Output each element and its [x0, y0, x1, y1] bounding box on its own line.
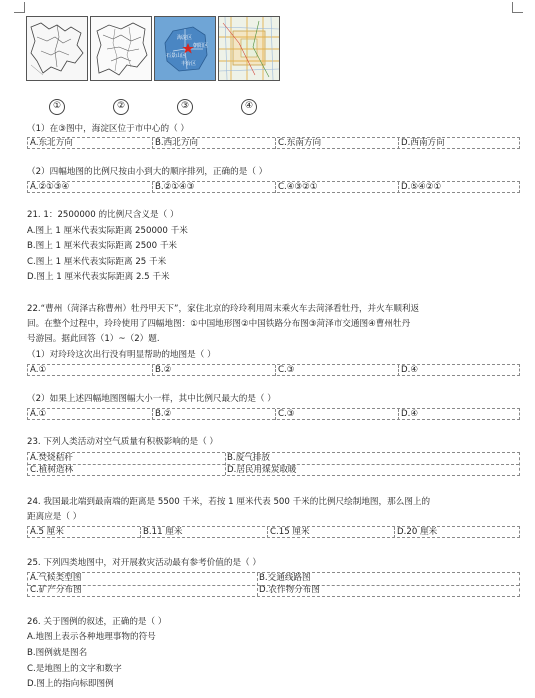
choice-b[interactable]: B.图例就是图名 — [27, 648, 88, 658]
choice-b[interactable]: B.图上 1 厘米代表实际距离 2500 千米 — [27, 241, 178, 251]
options-row — [27, 137, 520, 149]
map-number-2: ② — [113, 99, 129, 115]
question-23-stem: 23. 下列人类活动对空气质量有积极影响的是（ ） — [27, 437, 219, 447]
option-d[interactable]: D.④ — [398, 409, 520, 420]
option-d[interactable]: D.居民用煤炭取暖 — [227, 465, 297, 475]
question-24-stem-line: 距离应是（ ） — [27, 512, 82, 522]
option-b[interactable]: B.11 厘米 — [140, 527, 267, 538]
question-22-stem-line: 号游园。据此回答（1）~（2）题. — [27, 334, 160, 344]
map-3-label-fengtai: 丰台区 — [181, 61, 197, 67]
choice-c[interactable]: C.图上 1 厘米代表实际距离 25 千米 — [27, 257, 167, 267]
option-c[interactable]: C.③ — [275, 365, 398, 376]
question-text: （2）四幅地图的比例尺按由小到大的顺序排列，正确的是（ ） — [27, 167, 268, 177]
map-number-3: ③ — [177, 99, 193, 115]
option-c[interactable]: C.③ — [275, 409, 398, 420]
option-c[interactable]: C.15 厘米 — [267, 527, 394, 538]
options-row — [27, 364, 520, 376]
question-26-stem: 26. 关于图例的叙述，正确的是（ ） — [27, 617, 167, 627]
option-a[interactable]: A.5 厘米 — [30, 527, 64, 537]
option-a[interactable]: A.气候类型图 — [30, 573, 82, 583]
choice-d[interactable]: D.图上 1 厘米代表实际距离 2.5 千米 — [27, 272, 170, 282]
option-b[interactable]: B.废气排放 — [227, 453, 271, 463]
option-a[interactable]: A.① — [30, 409, 47, 419]
options-grid — [27, 452, 520, 476]
option-d[interactable]: D.农作物分布图 — [259, 585, 320, 595]
map-3-label-haidian: 海淀区 — [177, 35, 193, 41]
question-text: （2）如果上述四幅地图图幅大小一样，其中比例尺最大的是（ ） — [27, 394, 276, 404]
map-3-image — [154, 16, 216, 81]
options-grid — [27, 572, 520, 597]
question-21-stem: 21. 1：2500000 的比例尺含义是（ ） — [27, 210, 179, 220]
choice-a[interactable]: A.图上 1 厘米代表实际距离 250000 千米 — [27, 226, 188, 236]
option-c[interactable]: C.植树造林 — [30, 465, 74, 475]
options-row — [27, 526, 520, 538]
option-b[interactable]: B.②①④③ — [152, 182, 275, 193]
option-b[interactable]: B.交通线路图 — [259, 573, 311, 583]
map-2-image — [90, 16, 152, 81]
page-corner-mark — [14, 2, 25, 13]
option-a[interactable]: A.东北方向 — [30, 138, 73, 148]
question-22-stem-line: 回。在整个过程中，玲玲使用了四幅地图：①中国地形图②中国铁路分布图③菏泽市交通图④曹州牡丹 — [27, 319, 411, 329]
map-1-image — [26, 16, 88, 81]
page-corner-mark — [512, 2, 523, 13]
option-b[interactable]: B.西北方向 — [152, 138, 275, 149]
choice-d[interactable]: D.图上的指向标即图例 — [27, 679, 114, 689]
option-c[interactable]: C.④③②① — [275, 182, 398, 193]
map-number-4: ④ — [241, 99, 257, 115]
option-b[interactable]: B.② — [152, 365, 275, 376]
option-d[interactable]: D.⑤④②① — [398, 182, 520, 193]
map-4-image — [218, 16, 280, 81]
option-b[interactable]: B.② — [152, 409, 275, 420]
option-a[interactable]: A.① — [30, 365, 47, 375]
map-3-label-shijingshan: 石景山区 — [166, 53, 187, 59]
question-25-stem: 25. 下列四类地图中，对开展救灾活动最有参考价值的是（ ） — [27, 558, 261, 568]
option-a[interactable]: A.焚烧秸秆 — [30, 453, 73, 463]
map-3-label-chaoyang: 朝阳区 — [193, 43, 209, 49]
question-22-stem-line: 22.“曹州（菏泽古称曹州）牡丹甲天下”，家住北京的玲玲利用周末乘火车去菏泽看牡丹，并火车顺利返 — [27, 304, 420, 314]
option-a[interactable]: A.②①③④ — [30, 182, 70, 192]
question-24-stem-line: 24. 我国最北端到最南端的距离是 5500 千米，若按 1 厘米代表 500 千米的比例尺绘制地图，那么图上的 — [27, 497, 431, 507]
map-number-1: ① — [49, 99, 65, 115]
option-d[interactable]: D.④ — [398, 365, 520, 376]
option-d[interactable]: D.20 厘米 — [394, 527, 520, 538]
question-text: （1）在③图中，海淀区位于市中心的（ ） — [27, 124, 189, 134]
options-row — [27, 181, 520, 193]
question-text: （1）对玲玲这次出行没有明显帮助的地图是（ ） — [27, 350, 216, 360]
option-c[interactable]: C.矿产分布图 — [30, 585, 82, 595]
options-row — [27, 408, 520, 420]
choice-a[interactable]: A.地图上表示各种地理事物的符号 — [27, 632, 156, 642]
map-thumbnails — [26, 14, 306, 111]
option-d[interactable]: D.西南方向 — [398, 138, 520, 149]
option-c[interactable]: C.东南方向 — [275, 138, 398, 149]
choice-c[interactable]: C.是地图上的文字和数字 — [27, 664, 122, 674]
